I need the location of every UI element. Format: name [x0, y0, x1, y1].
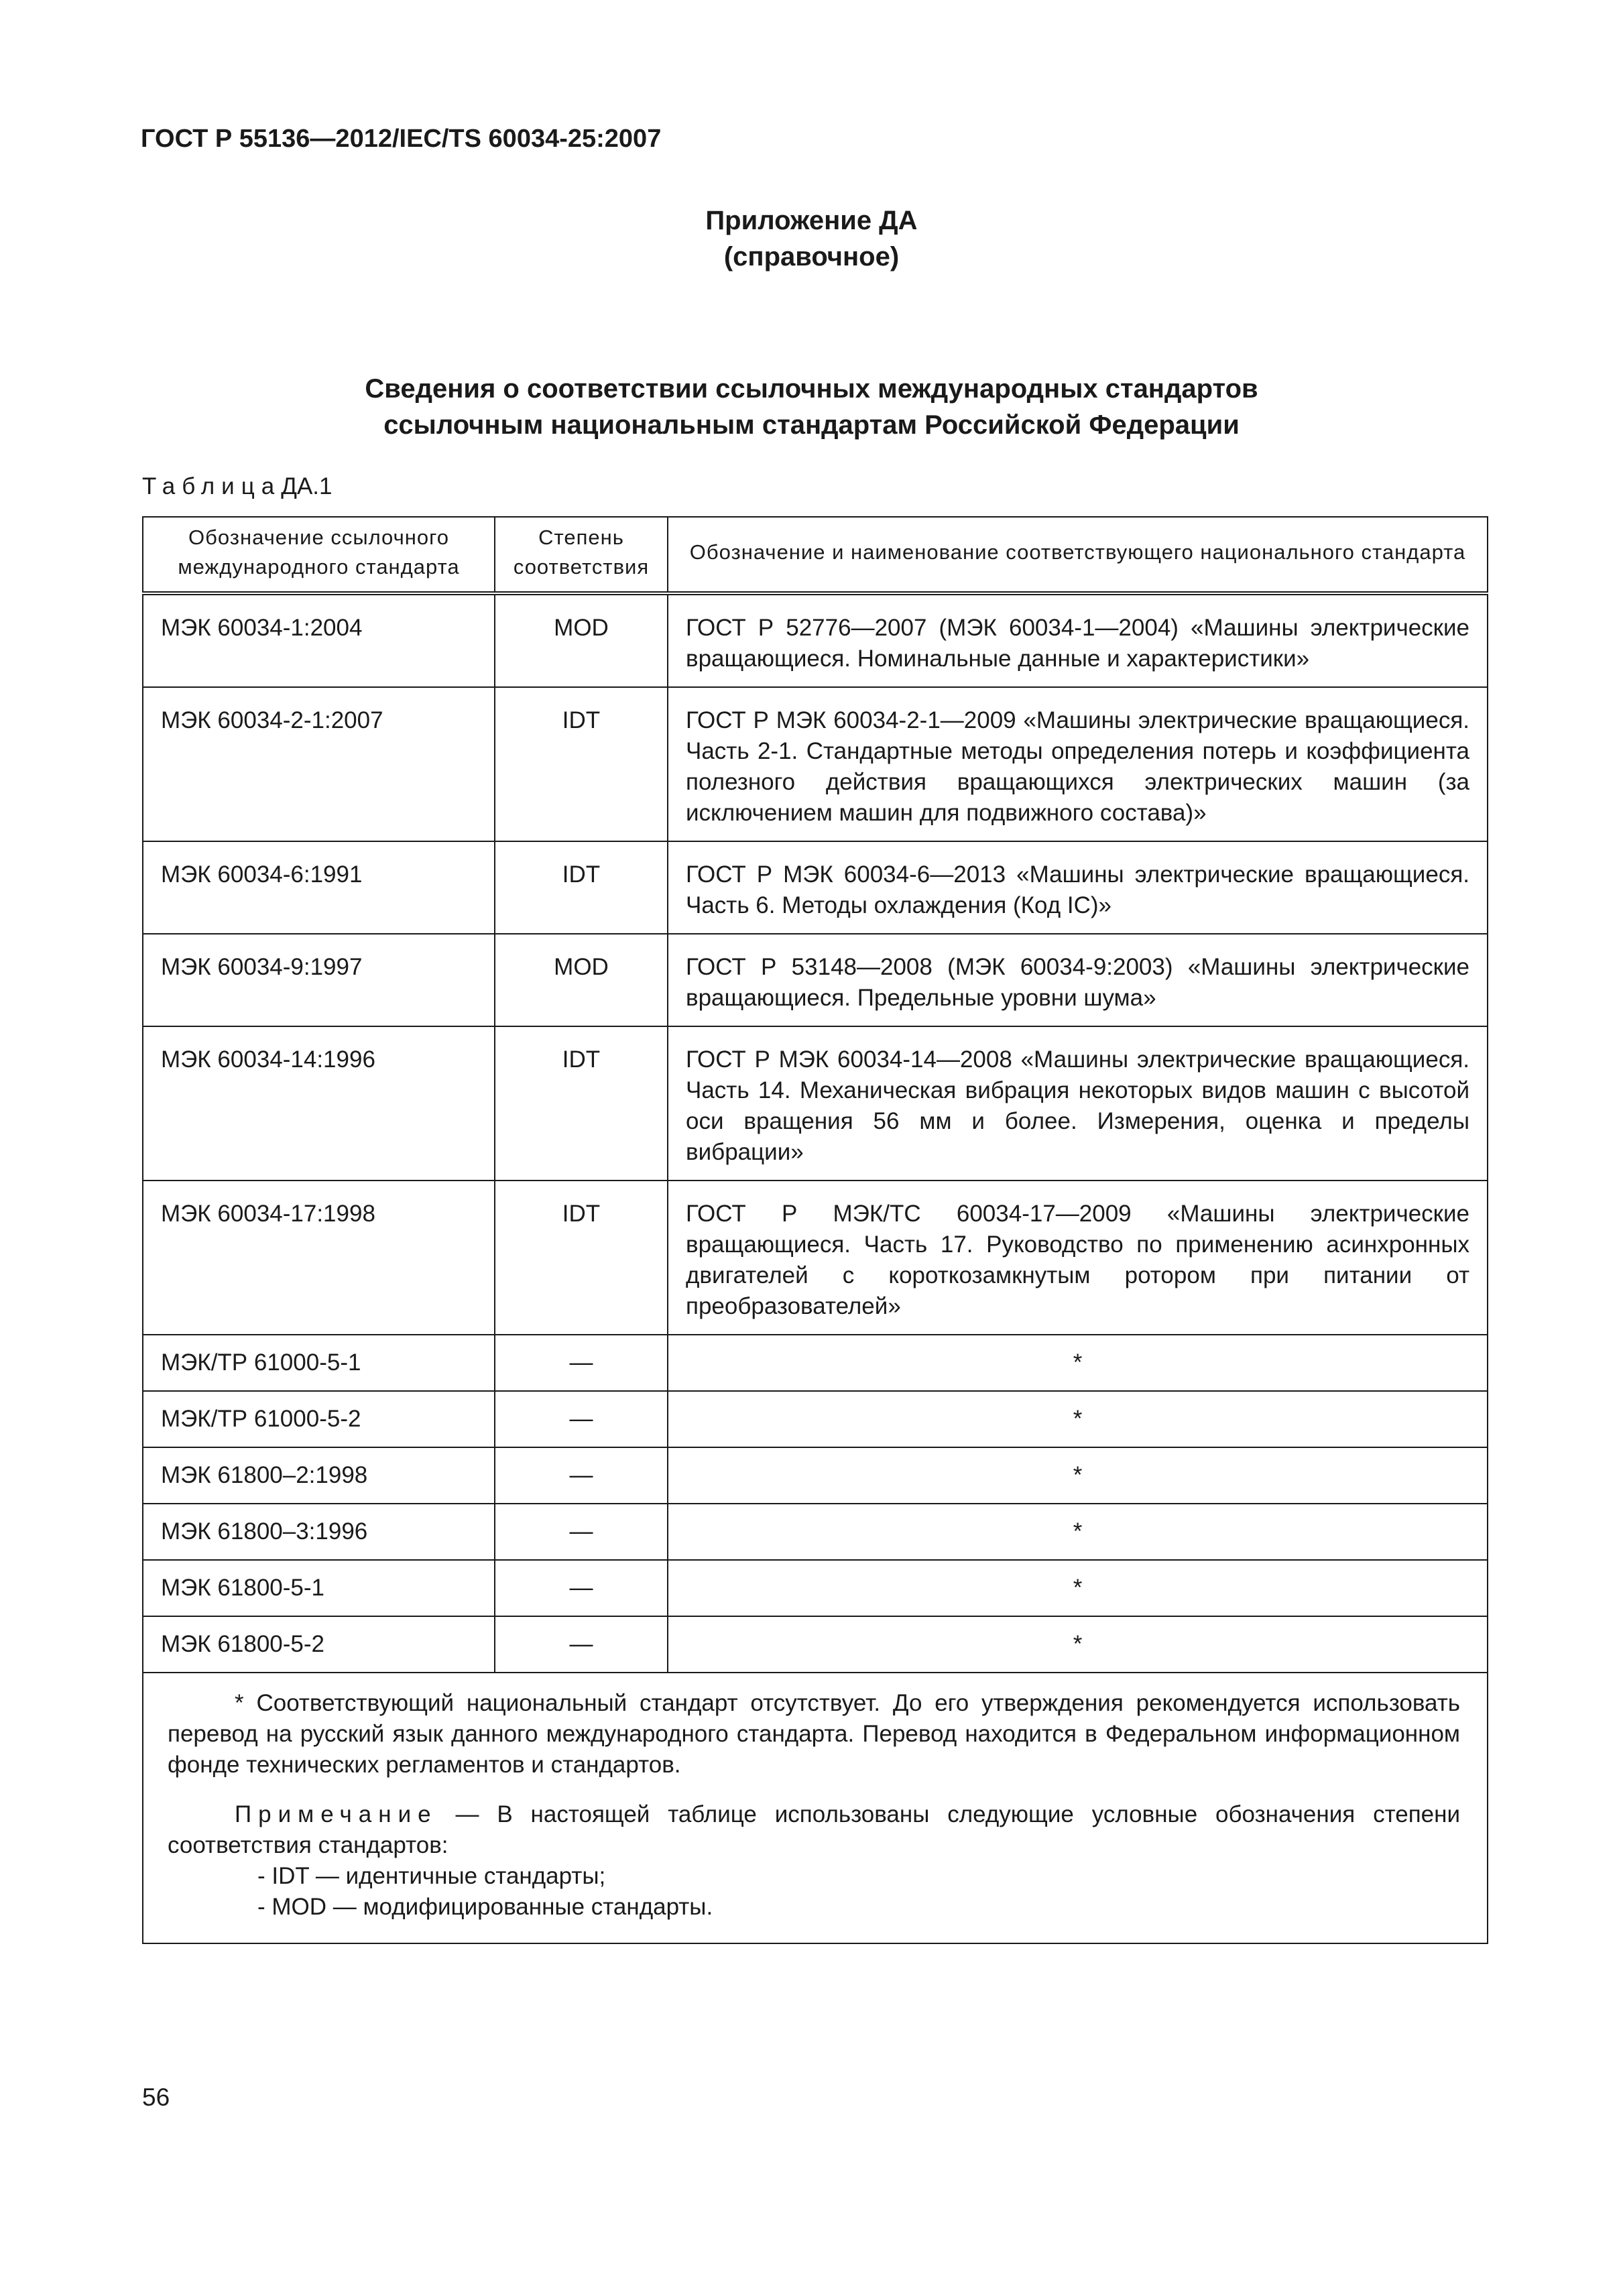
- cell-national: ГОСТ Р 53148—2008 (МЭК 60034-9:2003) «Машины электрические вращающиеся. Предельные уровни шума»: [668, 934, 1488, 1026]
- cell-national: *: [668, 1335, 1488, 1391]
- cell-intl: МЭК 61800–2:1998: [143, 1447, 495, 1504]
- cell-intl: МЭК 61800-5-1: [143, 1560, 495, 1616]
- cell-degree: IDT: [495, 687, 668, 841]
- section-title-line-1: Сведения о соответствии ссылочных международных стандартов: [365, 374, 1258, 404]
- cell-degree: MOD: [495, 593, 668, 687]
- cell-national: *: [668, 1560, 1488, 1616]
- section-title: [0, 371, 1623, 443]
- cell-degree: IDT: [495, 1026, 668, 1181]
- cell-national: *: [668, 1504, 1488, 1560]
- cell-intl: МЭК 61800–3:1996: [143, 1504, 495, 1560]
- cell-intl: МЭК 60034-6:1991: [143, 841, 495, 934]
- footnote-text: * Соответствующий национальный стандарт отсутствует. До его утверждения рекомендуется использовать перевод на русский язык данного международного стандарта. Перевод находится в Федеральном информационном фонде технических регламентов и стандартов.: [168, 1690, 1460, 1778]
- appendix-heading: [0, 202, 1623, 275]
- table-note: [168, 1799, 1460, 1923]
- table-row: [143, 1616, 1488, 1673]
- cell-intl: МЭК 60034-17:1998: [143, 1181, 495, 1335]
- table-row: [143, 1560, 1488, 1616]
- cell-degree: —: [495, 1391, 668, 1447]
- cell-national: *: [668, 1391, 1488, 1447]
- footnote: [168, 1688, 1460, 1780]
- table-row: [143, 1391, 1488, 1447]
- table-footer-row: [143, 1673, 1488, 1943]
- cell-degree: —: [495, 1560, 668, 1616]
- cell-intl: МЭК/ТР 61000-5-1: [143, 1335, 495, 1391]
- table-header-row: [143, 517, 1488, 593]
- column-header-intl: Обозначение ссылочного международного стандарта: [143, 517, 495, 593]
- correspondence-table: [142, 516, 1488, 1944]
- table-row: [143, 1026, 1488, 1181]
- cell-intl: МЭК 60034-1:2004: [143, 593, 495, 687]
- cell-degree: —: [495, 1335, 668, 1391]
- appendix-type: (справочное): [723, 242, 900, 271]
- cell-intl: МЭК 61800-5-2: [143, 1616, 495, 1673]
- table-label-number: ДА.1: [281, 473, 333, 499]
- cell-degree: —: [495, 1504, 668, 1560]
- cell-degree: —: [495, 1616, 668, 1673]
- cell-degree: IDT: [495, 1181, 668, 1335]
- cell-national: *: [668, 1616, 1488, 1673]
- page-number: 56: [142, 2083, 170, 2111]
- cell-intl: МЭК 60034-2-1:2007: [143, 687, 495, 841]
- table-label-word: Таблица: [142, 473, 282, 499]
- cell-national: ГОСТ Р МЭК 60034-14—2008 «Машины электрические вращающиеся. Часть 14. Механическая вибрация некоторых видов машин с высотой оси вращения 56 мм и более. Измерения, оценка и пределы вибрации»: [668, 1026, 1488, 1181]
- appendix-title: Приложение ДА: [705, 206, 918, 235]
- note-text: — В настоящей таблице использованы следующие условные обозначения степени соответствия стандартов:: [168, 1801, 1460, 1858]
- cell-national: *: [668, 1447, 1488, 1504]
- table-row: [143, 593, 1488, 687]
- cell-national: ГОСТ Р МЭК 60034-2-1—2009 «Машины электрические вращающиеся. Часть 2-1. Стандартные методы определения потерь и коэффициента полезного действия вращающихся электрических машин (за исключением машин для подвижного состава)»: [668, 687, 1488, 841]
- table-row: [143, 934, 1488, 1026]
- note-item-idt: - IDT — идентичные стандарты;: [257, 1863, 606, 1889]
- cell-intl: МЭК/ТР 61000-5-2: [143, 1391, 495, 1447]
- cell-degree: IDT: [495, 841, 668, 934]
- table-row: [143, 1181, 1488, 1335]
- document-header: ГОСТ Р 55136—2012/IEC/TS 60034-25:2007: [141, 125, 662, 153]
- cell-intl: МЭК 60034-9:1997: [143, 934, 495, 1026]
- cell-intl: МЭК 60034-14:1996: [143, 1026, 495, 1181]
- table-label: [142, 473, 332, 500]
- note-paragraph: [168, 1799, 1460, 1861]
- note-item-mod: - MOD — модифицированные стандарты.: [257, 1894, 713, 1920]
- column-header-national: Обозначение и наименование соответствующего национального стандарта: [668, 517, 1488, 593]
- cell-national: ГОСТ Р 52776—2007 (МЭК 60034-1—2004) «Машины электрические вращающиеся. Номинальные данные и характеристики»: [668, 593, 1488, 687]
- note-label: Примечание: [235, 1801, 438, 1827]
- cell-degree: —: [495, 1447, 668, 1504]
- table-row: [143, 841, 1488, 934]
- section-title-line-2: ссылочным национальным стандартам Российской Федерации: [383, 410, 1240, 440]
- table-row: [143, 1447, 1488, 1504]
- cell-national: ГОСТ Р МЭК/ТС 60034-17—2009 «Машины электрические вращающиеся. Часть 17. Руководство по применению асинхронных двигателей с короткозамкнутым ротором при питании от преобразователей»: [668, 1181, 1488, 1335]
- cell-degree: MOD: [495, 934, 668, 1026]
- table-row: [143, 1335, 1488, 1391]
- table-row: [143, 1504, 1488, 1560]
- cell-national: ГОСТ Р МЭК 60034-6—2013 «Машины электрические вращающиеся. Часть 6. Методы охлаждения (Код IC)»: [668, 841, 1488, 934]
- table-row: [143, 687, 1488, 841]
- table-footer-cell: [143, 1673, 1488, 1943]
- column-header-degree: Степень соответствия: [495, 517, 668, 593]
